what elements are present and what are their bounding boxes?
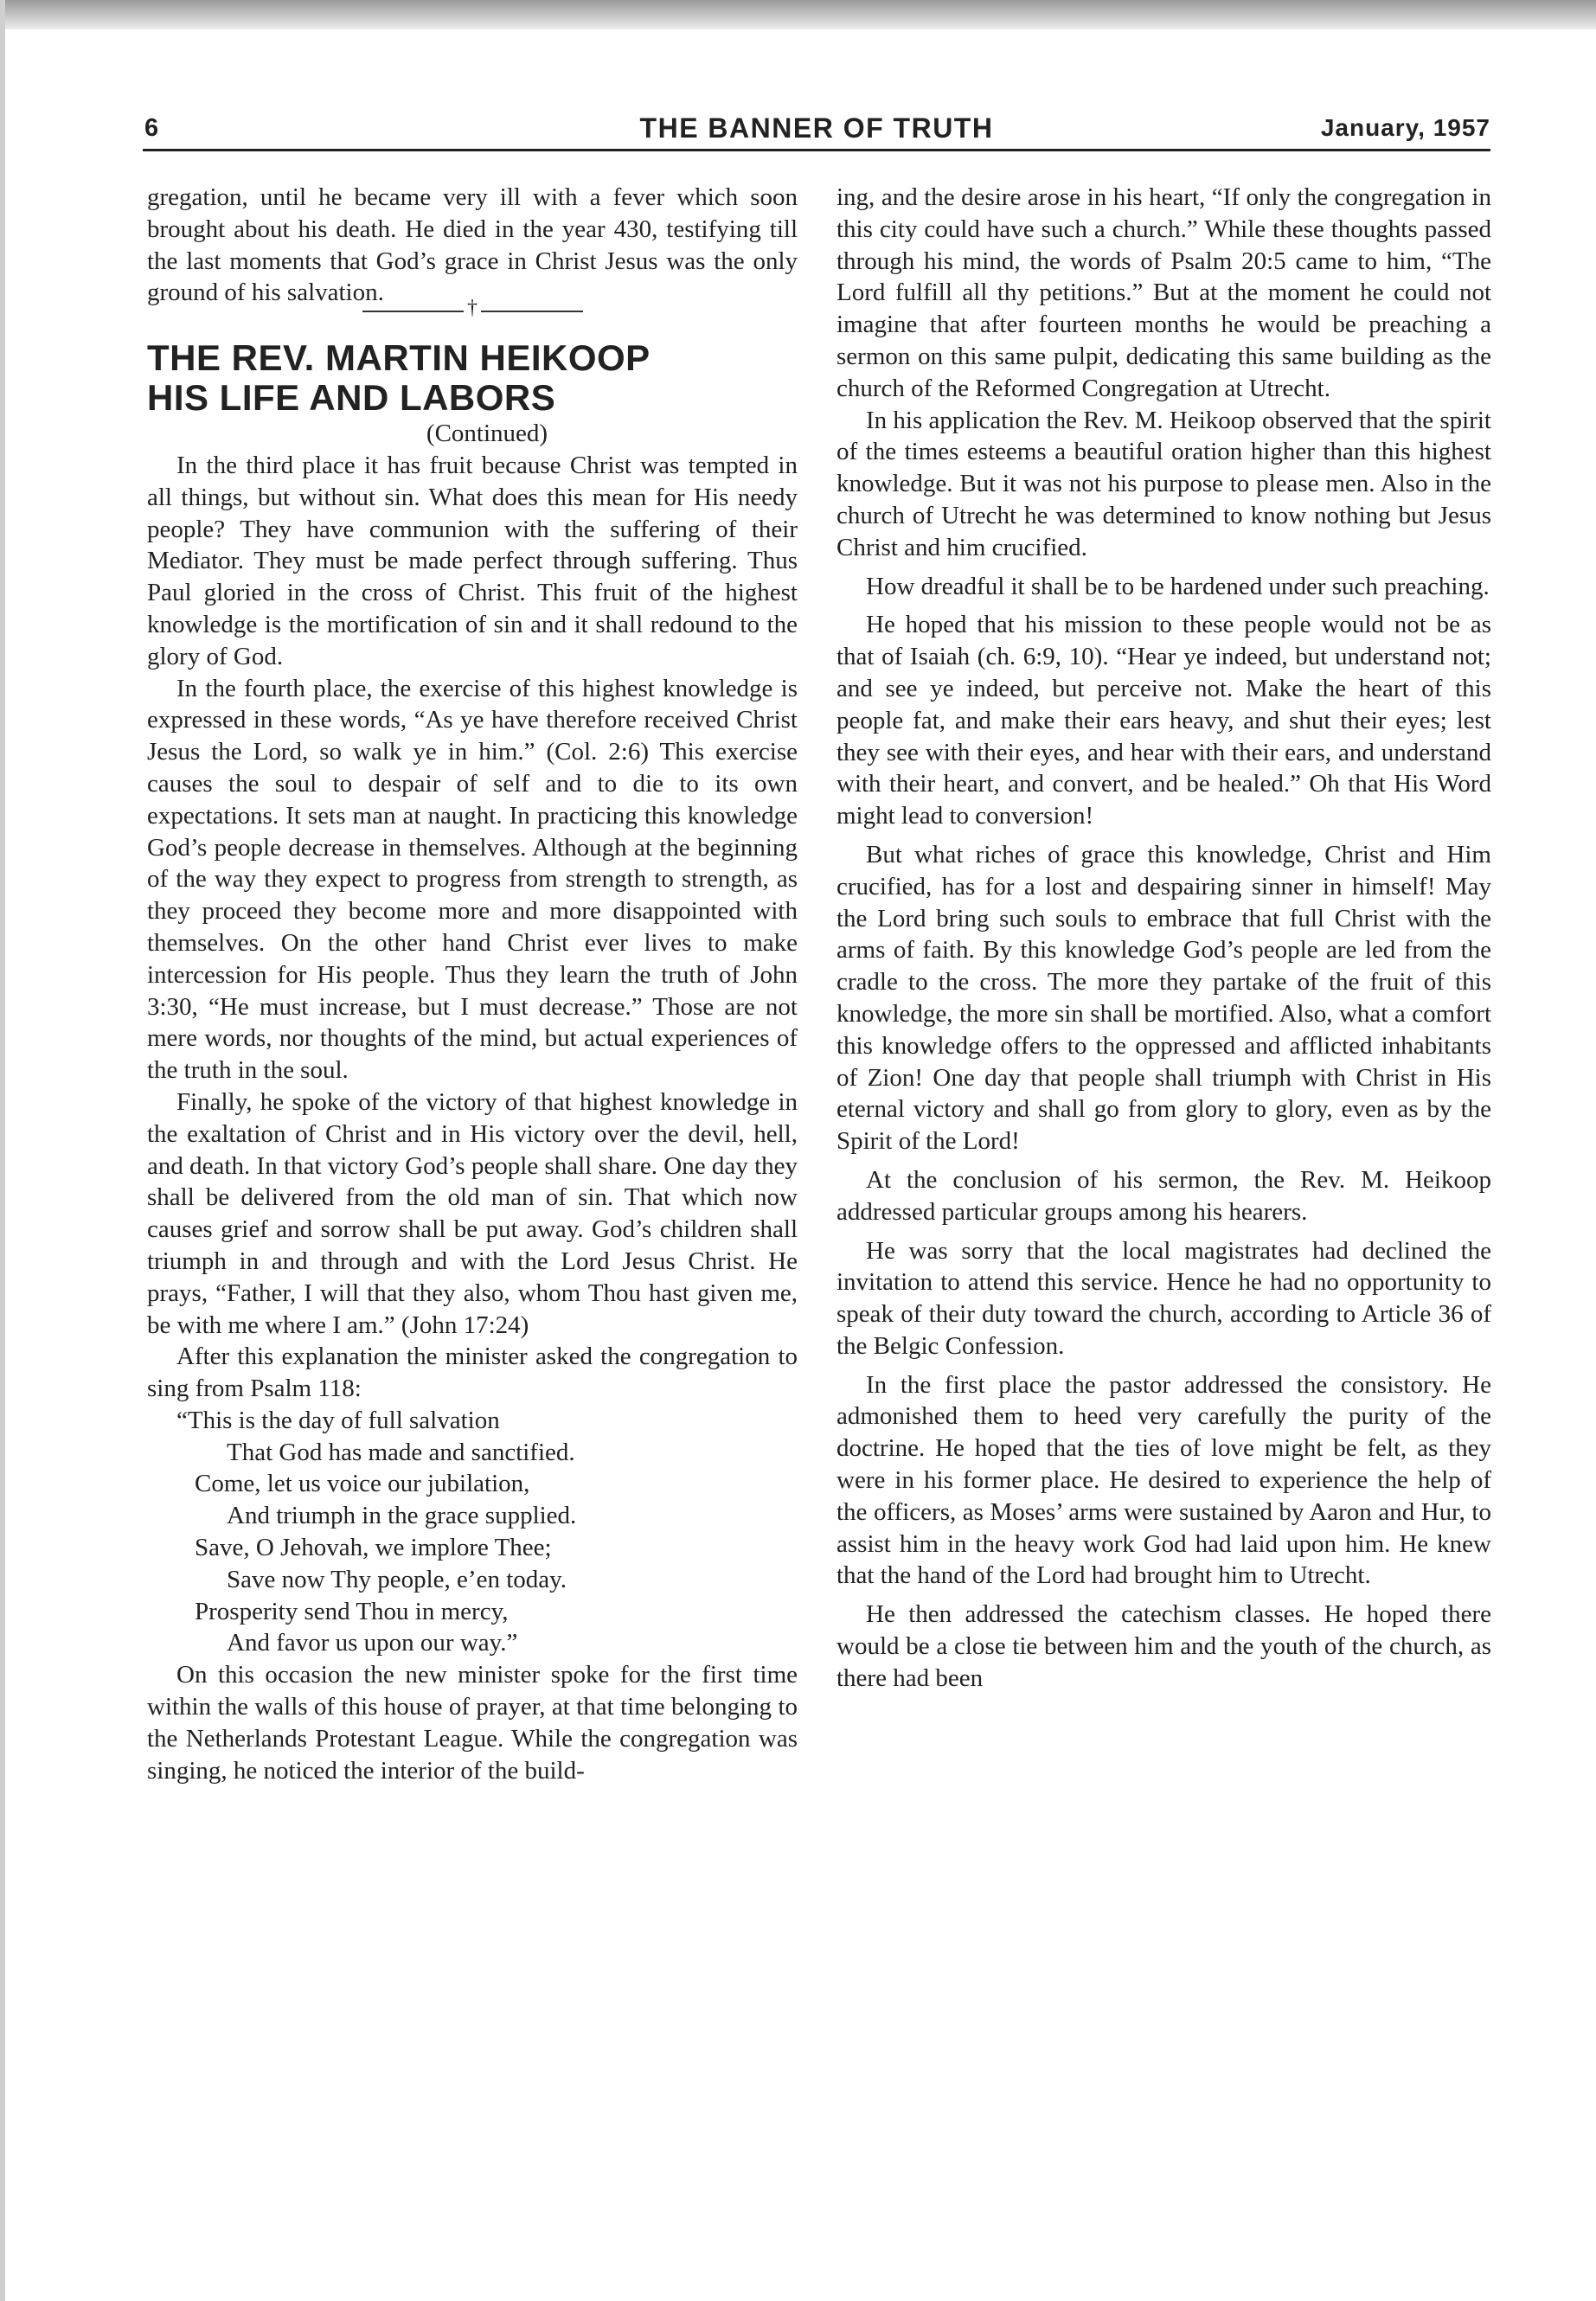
verse-line: Prosperity send Thou in mercy, — [195, 1597, 509, 1625]
intro-paragraph: gregation, until he became very ill with a fever which soon brought about his death. He died in the year 430, testifying till the last moments that God’s grace in Christ Jesus was the only ground of his salvation. — [147, 183, 798, 307]
paragraph: He was sorry that the local magistrates had declined the invitation to attend this service. Hence he had no opportunity to speak of their duty toward the church, according to Article 36 of the Belgic Confession. — [836, 1236, 1491, 1360]
article-title — [147, 338, 798, 418]
section-divider — [362, 297, 583, 330]
verse-line: That God has made and sanctified. — [227, 1438, 575, 1466]
paragraph: In the first place the pastor addressed the consistory. He admonished them to heed very carefully the purity of the doctrine. He hoped that the ties of love might be felt, as they were in his former place. He desired to experience the help of the officers, as Moses’ arms were sustained by Aaron and Hur, to assist him in the heavy work God had laid upon him. He knew that the hand of the Lord had brought him to Utrecht. — [836, 1370, 1491, 1590]
verse-line: Save now Thy people, e’en today. — [227, 1565, 567, 1593]
verse-line: “This is the day of full salvation — [176, 1406, 500, 1434]
verse-line: And triumph in the grace supplied. — [227, 1502, 577, 1530]
verse-line: And favor us upon our way.” — [227, 1629, 518, 1657]
paragraph: He hoped that his mission to these people would not be as that of Isaiah (ch. 6:9, 10). “Hear ye indeed, but understand not; and see ye indeed, but perceive not. Make the heart of this people fat, and make their ears heavy, and shut their eyes; lest they see with their eyes, and hear with their ears, and understand with their heart, and convert, and be healed.” Oh that His Word might lead to conversion! — [836, 611, 1491, 830]
issue-date: January, 1957 — [1320, 114, 1490, 141]
left-column — [147, 182, 798, 1786]
paragraph: After this explanation the minister asked the congregation to sing from Psalm 118: — [147, 1343, 798, 1403]
paragraph: In his application the Rev. M. Heikoop observed that the spirit of the times esteems a beautiful oration higher than this highest knowledge. But it was not his purpose to please men. Also in the church of Utrecht he was determined to know nothing but Jesus Christ and him crucified. — [836, 406, 1491, 561]
right-column — [836, 182, 1491, 1695]
paragraph: ing, and the desire arose in his heart, “If only the congregation in this city could have such a church.” While these thoughts passed through his mind, the words of Psalm 20:5 came to him, “The Lord fulfill all thy petitions.” But at the moment he could not imagine that after fourteen months he would be preaching a sermon on this same pulpit, dedicating this same building as the church of the Reformed Congregation at Utrecht. — [836, 183, 1491, 402]
verse-line: Save, O Jehovah, we implore Thee; — [195, 1534, 552, 1562]
article-title-line-1: THE REV. MARTIN HEIKOOP — [147, 337, 651, 379]
page-number: 6 — [144, 114, 159, 142]
paragraph: In the fourth place, the exercise of this highest knowledge is expressed in these words, “As ye have therefore received Christ Jesus the Lord, so walk ye in him.” (Col. 2:6) This exercise causes the soul to despair of self and to die to its own expectations. It sets man at naught. In practicing this knowledge God’s people decrease in themselves. Although at the beginning of the way they expect to progress from strength to strength, as they proceed they become more and more disappointed with themselves. On the other hand Christ ever lives to make intercession for His people. Thus they learn the truth of John 3:30, “He must increase, but I must decrease.” Those are not mere words, nor thoughts of the mind, but actual experiences of the truth in the soul. — [147, 674, 798, 1085]
paragraph: But what riches of grace this knowledge, Christ and Him crucified, has for a lost and despairing sinner in himself! May the Lord bring such souls to embrace that full Christ with the arms of faith. By this knowledge God’s people are led from the cradle to the cross. The more they partake of the fruit of this knowledge, the more sin shall be mortified. Also, what a comfort this knowledge offers to the oppressed and afflicted inhabitants of Zion! One day that people shall triumph with Christ in His eternal victory and shall go from glory to glory, even as by the Spirit of the Lord! — [836, 840, 1491, 1156]
verse-line: Come, let us voice our jubilation, — [195, 1470, 530, 1498]
paragraph: In the third place it has fruit because Christ was tempted in all things, but without sin. What does this mean for His needy people? They have communion with the suffering of their Mediator. They must be made perfect through suffering. Thus Paul gloried in the cross of Christ. This fruit of the highest knowledge is the mortification of sin and it shall redound to the glory of God. — [147, 451, 798, 670]
psalm-verse — [147, 1405, 798, 1659]
running-header — [143, 111, 1490, 151]
paragraph: On this occasion the new minister spoke for the first time within the walls of this house of prayer, at that time belonging to the Netherlands Protestant League. While the congregation was singing, he noticed the interior of the build- — [147, 1661, 798, 1785]
journal-title: THE BANNER OF TRUTH — [639, 112, 994, 144]
paragraph: How dreadful it shall be to be hardened under such preaching. — [866, 572, 1490, 600]
paragraph: At the conclusion of his sermon, the Rev. M. Heikoop addressed particular groups among his hearers. — [836, 1165, 1491, 1226]
continued-note: (Continued) — [426, 420, 548, 448]
article-title-line-2: HIS LIFE AND LABORS — [147, 377, 556, 419]
dagger-icon: † — [464, 298, 481, 318]
paragraph: Finally, he spoke of the victory of that highest knowledge in the exaltation of Christ and in His victory over the devil, hell, and death. In that victory God’s people shall share. One day they shall be delivered from the old man of sin. That which now causes grief and sorrow shall be put away. God’s children shall triumph in and through and with the Lord Jesus Christ. He prays, “Father, I will that they also, whom Thou hast given me, be with me where I am.” (John 17:24) — [147, 1087, 798, 1339]
paragraph: He then addressed the catechism classes. He hoped there would be a close tie between him and the youth of the church, as there had been — [836, 1600, 1491, 1692]
